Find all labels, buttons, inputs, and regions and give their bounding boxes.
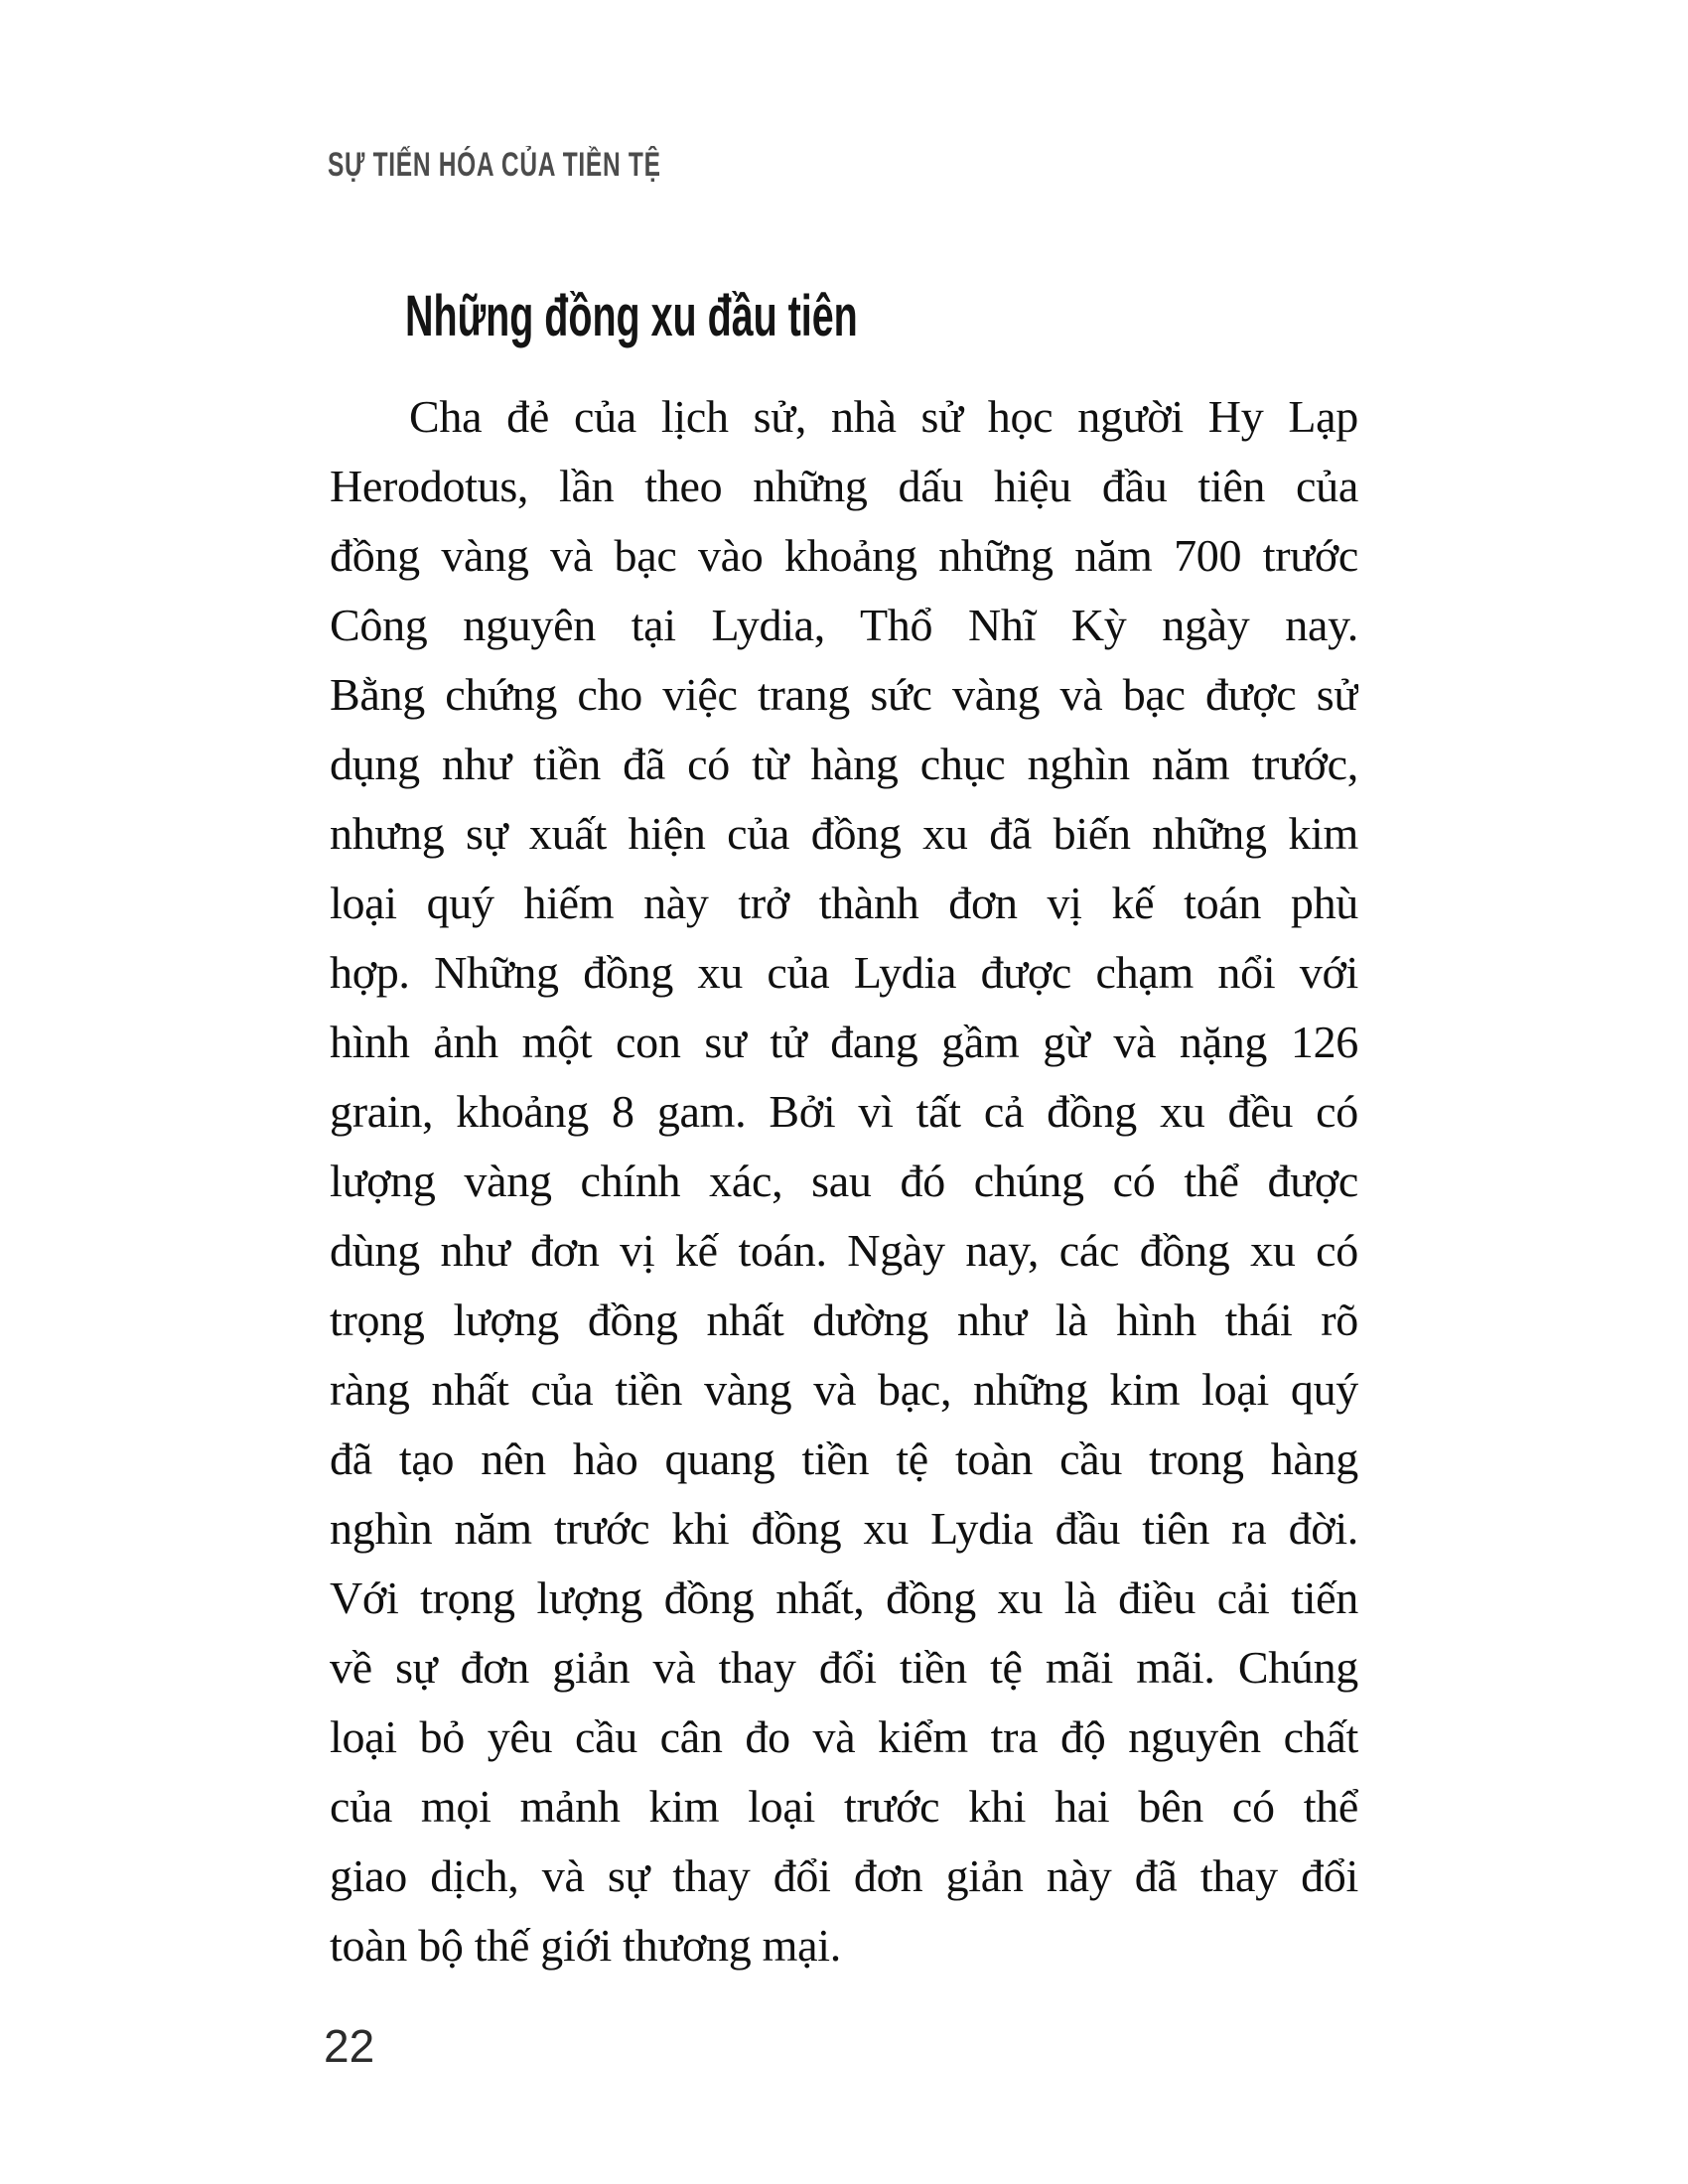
body-line: dụng như tiền đã có từ hàng chục nghìn năm trước,: [330, 739, 1358, 789]
body-line: ràng nhất của tiền vàng và bạc, những kim loại quý: [330, 1364, 1358, 1415]
body-line: đã tạo nên hào quang tiền tệ toàn cầu trong hàng: [330, 1433, 1358, 1484]
body-line: lượng vàng chính xác, sau đó chúng có thể được: [330, 1156, 1358, 1206]
body-line: nghìn năm trước khi đồng xu Lydia đầu tiên ra đời.: [330, 1503, 1358, 1554]
body-line: toàn bộ thế giới thương mại.: [330, 1920, 841, 1971]
body-line: Cha đẻ của lịch sử, nhà sử học người Hy Lạp: [409, 391, 1358, 442]
section-heading: Những đồng xu đầu tiên: [405, 284, 858, 348]
body-paragraph: [330, 382, 1358, 1980]
running-header: SỰ TIẾN HÓA CỦA TIỀN TỆ: [328, 146, 661, 184]
body-line: hình ảnh một con sư tử đang gầm gừ và nặng 126: [330, 1017, 1358, 1067]
body-line: nhưng sự xuất hiện của đồng xu đã biến những kim: [330, 808, 1358, 859]
body-line: của mọi mảnh kim loại trước khi hai bên có thể: [330, 1781, 1358, 1832]
body-line: Herodotus, lần theo những dấu hiệu đầu tiên của: [330, 461, 1358, 511]
body-line: đồng vàng và bạc vào khoảng những năm 700 trước: [330, 530, 1358, 581]
body-line: giao dịch, và sự thay đổi đơn giản này đã thay đổi: [330, 1850, 1358, 1901]
body-line: Với trọng lượng đồng nhất, đồng xu là điều cải tiến: [330, 1572, 1358, 1623]
body-line: loại quý hiếm này trở thành đơn vị kế toán phù: [330, 878, 1358, 928]
body-line: hợp. Những đồng xu của Lydia được chạm nổi với: [330, 947, 1358, 998]
page-number: 22: [324, 2020, 375, 2072]
body-line: Công nguyên tại Lydia, Thổ Nhĩ Kỳ ngày nay.: [330, 600, 1358, 650]
body-line: dùng như đơn vị kế toán. Ngày nay, các đồng xu có: [330, 1225, 1358, 1276]
body-line: về sự đơn giản và thay đổi tiền tệ mãi mãi. Chúng: [330, 1642, 1358, 1693]
body-line: loại bỏ yêu cầu cân đo và kiểm tra độ nguyên chất: [330, 1711, 1358, 1762]
body-line: Bằng chứng cho việc trang sức vàng và bạc được sử: [330, 669, 1358, 720]
body-line: trọng lượng đồng nhất dường như là hình thái rõ: [330, 1295, 1358, 1345]
body-line: grain, khoảng 8 gam. Bởi vì tất cả đồng xu đều có: [330, 1086, 1358, 1137]
